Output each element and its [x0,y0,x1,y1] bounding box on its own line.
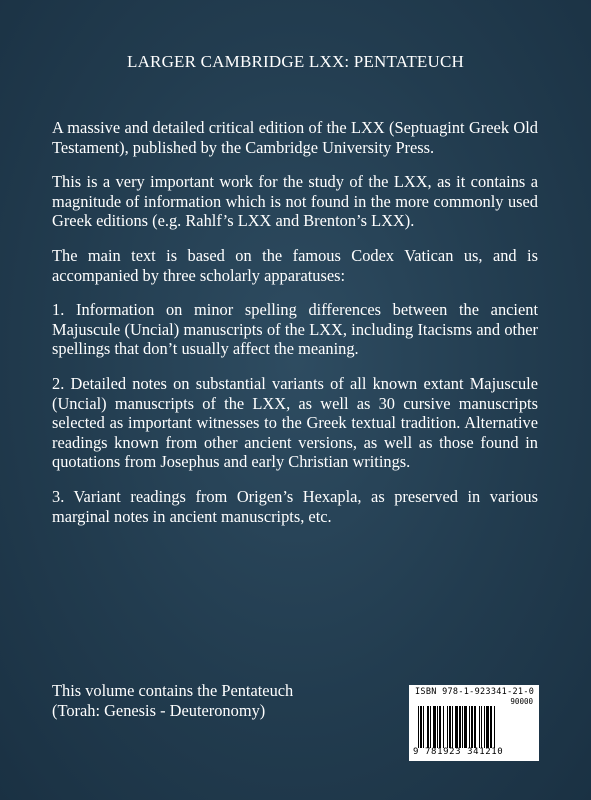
paragraph-apparatus-2: 2. Detailed notes on substantial variants of all known extant Majuscule (Uncial) manuscripts of the LXX, as well as 30 cursive manuscripts selected as important witnesses to the Greek textual tradition. Alternative readings known from other ancient versions, as well as those found in quotations from Josephus and early Christian writings. [52,373,538,472]
paragraph-importance: This is a very important work for the study of the LXX, as it contains a magnitude of information which is not found in the more commonly used Greek editions (e.g. Rahlf’s LXX and Brenton’s LXX). [52,172,538,231]
barcode-bar [439,706,441,748]
volume-contents [52,681,382,720]
barcode-bars-icon [418,706,534,748]
cover-title: LARGER CAMBRIDGE LXX: PENTATEUCH [126,52,464,71]
barcode-bar [462,706,463,748]
barcode-bar [459,706,461,748]
barcode-bar [494,706,495,748]
barcode-bar [443,706,444,748]
isbn-barcode [409,685,539,761]
barcode-bar [490,706,492,748]
barcode-bar [471,706,473,748]
barcode-bar [452,706,453,748]
barcode-bar [418,706,419,748]
volume-line-2: (Torah: Genesis - Deuteronomy) [52,700,266,720]
barcode-bar [430,706,431,748]
barcode-bar [484,706,485,748]
barcode-bar [474,706,476,748]
barcode-bar [427,706,429,748]
description [52,118,538,541]
barcode-bar [481,706,482,748]
paragraph-apparatus-1: 1. Information on minor spelling differences between the ancient Majuscule (Uncial) manuscripts of the LXX, including Itacisms and other spellings that don’t usually affect the meaning. [52,300,538,359]
barcode-bar [486,706,489,748]
paragraph-apparatus-3: 3. Variant readings from Origen’s Hexapla, as preserved in various marginal notes in ancient manuscripts, etc. [52,486,538,526]
isbn-text: ISBN 978-1-923341-21-0 [415,687,535,697]
barcode-bar [433,706,436,748]
barcode-bar [449,706,451,748]
barcode-bar [455,706,458,748]
barcode-bar [423,706,424,748]
volume-line-1: This volume contains the Pentateuch [52,681,294,700]
barcode-bar [469,706,470,748]
paragraph-main-text: The main text is based on the famous Codex Vatican us, and is accompanied by three scholarly apparatuses: [52,245,538,285]
barcode-bar [447,706,448,748]
price-addon: 90000 [510,697,533,706]
paragraph-intro: A massive and detailed critical edition of the LXX (Septuagint Greek Old Testament), published by the Cambridge University Press. [52,118,538,157]
ean-text: 9 781923 341210 [413,747,504,757]
barcode-bar [479,706,480,748]
barcode-bar [420,706,422,748]
barcode-bar [464,706,467,748]
barcode-bar [437,706,438,748]
